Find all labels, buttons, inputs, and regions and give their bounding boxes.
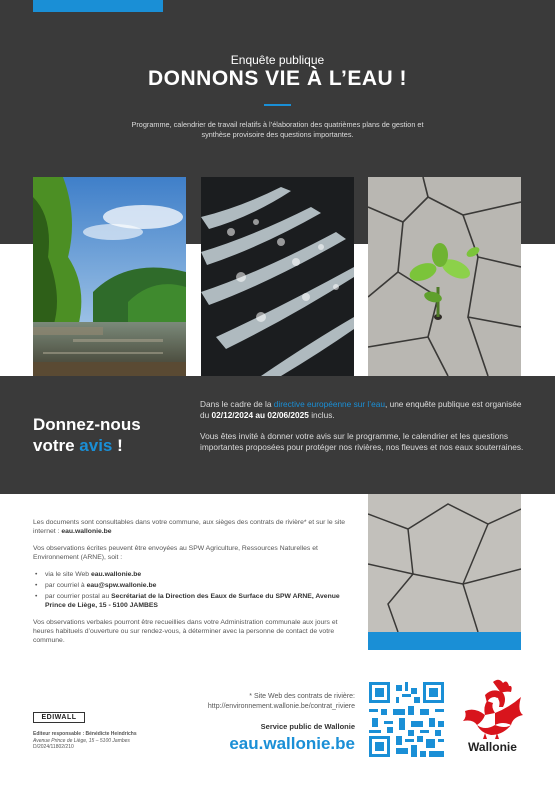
title-underline [264,104,291,106]
ediwall-logo: EDIWALL [33,712,85,723]
directive-link[interactable]: directive européenne sur l’eau [273,399,385,409]
intro-text: Programme, calendrier de travail relatifs à l’élaboration des quatrièmes plans de gestion et synthèse provisoire des questions importantes. [131,120,424,139]
wallonie-logo-text: Wallonie [468,740,517,754]
web-link[interactable]: eau.wallonie.be [90,571,142,578]
band-paragraph-2: Vous êtes invité à donner votre avis sur le programme, le calendrier et les questions importantes proposées pour protéger nos rivières, nos fleuves et nos eaux souterraines. [200,431,524,452]
email-link[interactable]: eau@spw.wallonie.be [86,582,157,589]
info-paragraph-2: Vos observations écrites peuvent être envoyées au SPW Agriculture, Ressources Naturelles et Environnement (ARNE), soit : [33,545,318,561]
info-section [33,518,358,653]
subtitle: Enquête publique [230,53,325,67]
band-text [200,399,525,463]
river-photo [33,177,186,376]
band-paragraph-1: Dans le cadre de la directive européenne sur l’eau, une enquête publique est organisée du 02/12/2024 au 02/06/2025 inclus. [200,399,522,420]
info-paragraph-1: Les documents sont consultables dans votre commune, aux sièges des contrats de rivière* et sur le site internet : eau.wallonie.be [33,519,346,535]
page-title: DONNONS VIE À L’EAU ! [147,67,408,90]
blue-accent-strip [368,632,521,650]
publisher-info: Editeur responsable : Bénédicte Heindrichs Avenue Prince de Liège, 15 – 5100 Jambes D/2024/11802/210 [33,731,137,750]
river-contracts-info: * Site Web des contrats de rivière: http://environnement.wallonie.be/contrat_riviere [207,693,355,710]
list-item: • par courriel à eau@spw.wallonie.be [33,581,358,590]
list-item: • via le site Web eau.wallonie.be [33,570,358,579]
top-accent-bar [33,0,163,12]
cracked-earth-photo [368,494,521,632]
contact-list [33,570,358,610]
info-paragraph-3: Vos observations verbales pourront être recueillies dans votre Administration communale aux jours et heures habituels d’ouverture ou sur rendez-vous, à déterminer avec la personne de contact de votre commune. [33,619,338,644]
main-site-link[interactable]: eau.wallonie.be [229,734,355,753]
weir-water-photo [201,177,354,376]
list-item: • par courrier postal au Secrétariat de la Direction des Eaux de Surface du SPW ARNE, Avenue Prince de Liège, 15 - 5100 JAMBES [33,592,358,610]
qr-code[interactable] [369,682,444,757]
river-contracts-link[interactable]: http://environnement.wallonie.be/contrat_riviere [207,702,355,710]
cracked-earth-sprout-photo [368,177,521,376]
service-label: Service public de Wallonie [260,722,355,731]
site-link[interactable]: eau.wallonie.be [61,528,112,535]
band-heading: Donnez-nous votre avis ! [33,415,141,455]
